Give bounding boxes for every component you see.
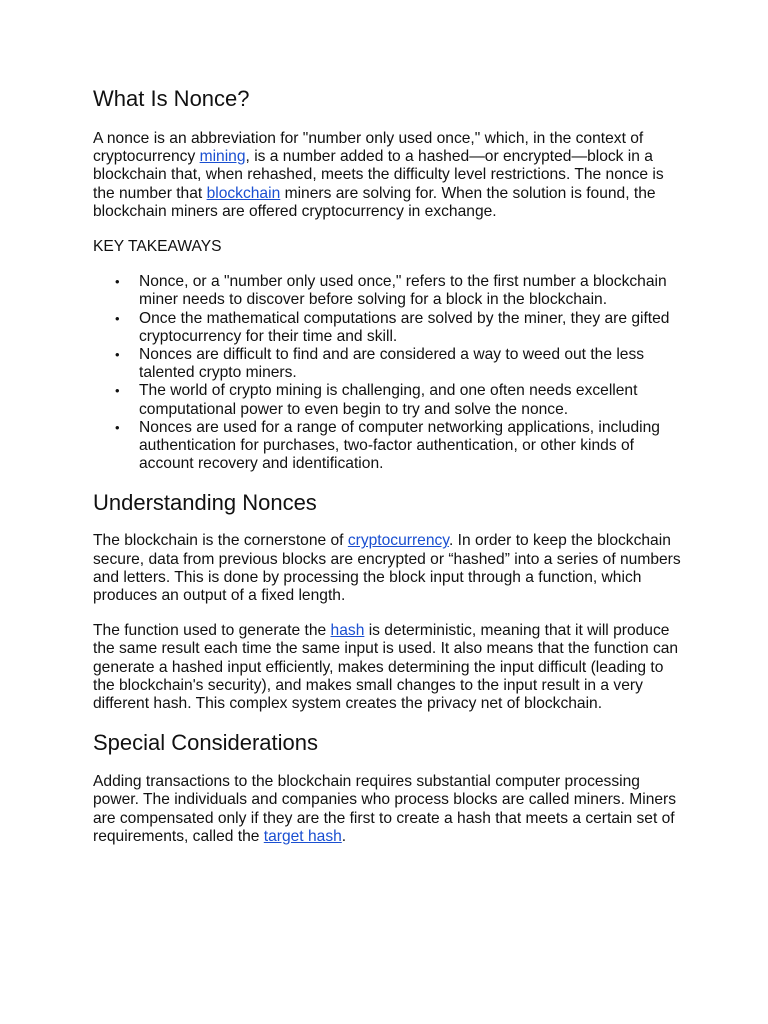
takeaway-item (93, 273, 683, 309)
special-considerations-heading: Special Considerations (93, 730, 319, 756)
takeaway-text: Nonces are difficult to find and are considered a way to weed out the less talented crypto miners. (139, 346, 645, 382)
understanding-nonces-heading: Understanding Nonces (93, 490, 317, 516)
understanding-p2-text-2: is deterministic, meaning that it will produce the same result each time the same input is used. It also means that the function can generate a hashed input efficiently, makes determining the input difficult (leading to the blockchain's security), and makes small changes to the input result in a very different hash. This complex system creates the privacy net of blockchain. (93, 622, 679, 713)
key-takeaways-list (93, 273, 683, 473)
target-hash-link[interactable]: target hash (263, 827, 342, 845)
takeaway-item (93, 419, 683, 474)
intro-text-3: miners are solving for. When the solution is found, the blockchain miners are offered cryptocurrency in exchange. (93, 184, 656, 220)
bullet-icon: • (115, 347, 120, 363)
bullet-icon: • (115, 383, 120, 399)
intro-text-2: , is a number added to a hashed—or encrypted—block in a blockchain that, when rehashed, meets the difficulty level restrictions. The nonce is the number that (93, 148, 664, 202)
document-page (93, 84, 683, 846)
understanding-p2-text-1: The function used to generate the (93, 622, 331, 640)
understanding-paragraph-1 (93, 532, 683, 605)
takeaway-text: The world of crypto mining is challenging, and one often needs excellent computational power to even begin to try and solve the nonce. (139, 382, 638, 418)
hash-link[interactable]: hash (330, 622, 365, 640)
takeaway-item (93, 382, 683, 418)
page-title: What Is Nonce? (93, 86, 250, 111)
mining-link[interactable]: mining (199, 148, 246, 166)
takeaway-text: Once the mathematical computations are solved by the miner, they are gifted cryptocurrency for their time and skill. (139, 309, 670, 345)
cryptocurrency-link[interactable]: cryptocurrency (347, 532, 449, 550)
intro-paragraph (93, 130, 683, 221)
takeaway-text: Nonces are used for a range of computer networking applications, including authentication for purchases, two-factor authentication, or other kinds of account recovery and identification. (139, 418, 660, 473)
understanding-p1-text-1: The blockchain is the cornerstone of (93, 532, 348, 550)
special-p1-text-1: Adding transactions to the blockchain requires substantial computer processing power. The individuals and companies who process blocks are called miners. Miners are compensated only if they are the first to create a hash that meets a certain set of requirements, called the (93, 773, 677, 845)
takeaway-item (93, 346, 683, 382)
understanding-paragraph-2 (93, 622, 683, 713)
takeaway-item (93, 310, 683, 346)
special-paragraph-1 (93, 773, 683, 846)
bullet-icon: • (115, 419, 120, 435)
takeaway-text: Nonce, or a "number only used once," refers to the first number a blockchain miner needs to discover before solving for a block in the blockchain. (139, 273, 667, 309)
intro-text-1: A nonce is an abbreviation for "number only used once," which, in the context of cryptocurrency (93, 130, 644, 166)
special-p1-text-2: . (341, 827, 347, 845)
bullet-icon: • (115, 274, 120, 290)
key-takeaways-heading: KEY TAKEAWAYS (93, 238, 222, 256)
bullet-icon: • (115, 310, 120, 326)
understanding-p1-text-2: . In order to keep the blockchain secure, data from previous blocks are encrypted or “hashed” into a series of numbers and letters. This is done by processing the block input through a function, which produces an output of a fixed length. (93, 532, 681, 605)
blockchain-link[interactable]: blockchain (206, 184, 281, 202)
